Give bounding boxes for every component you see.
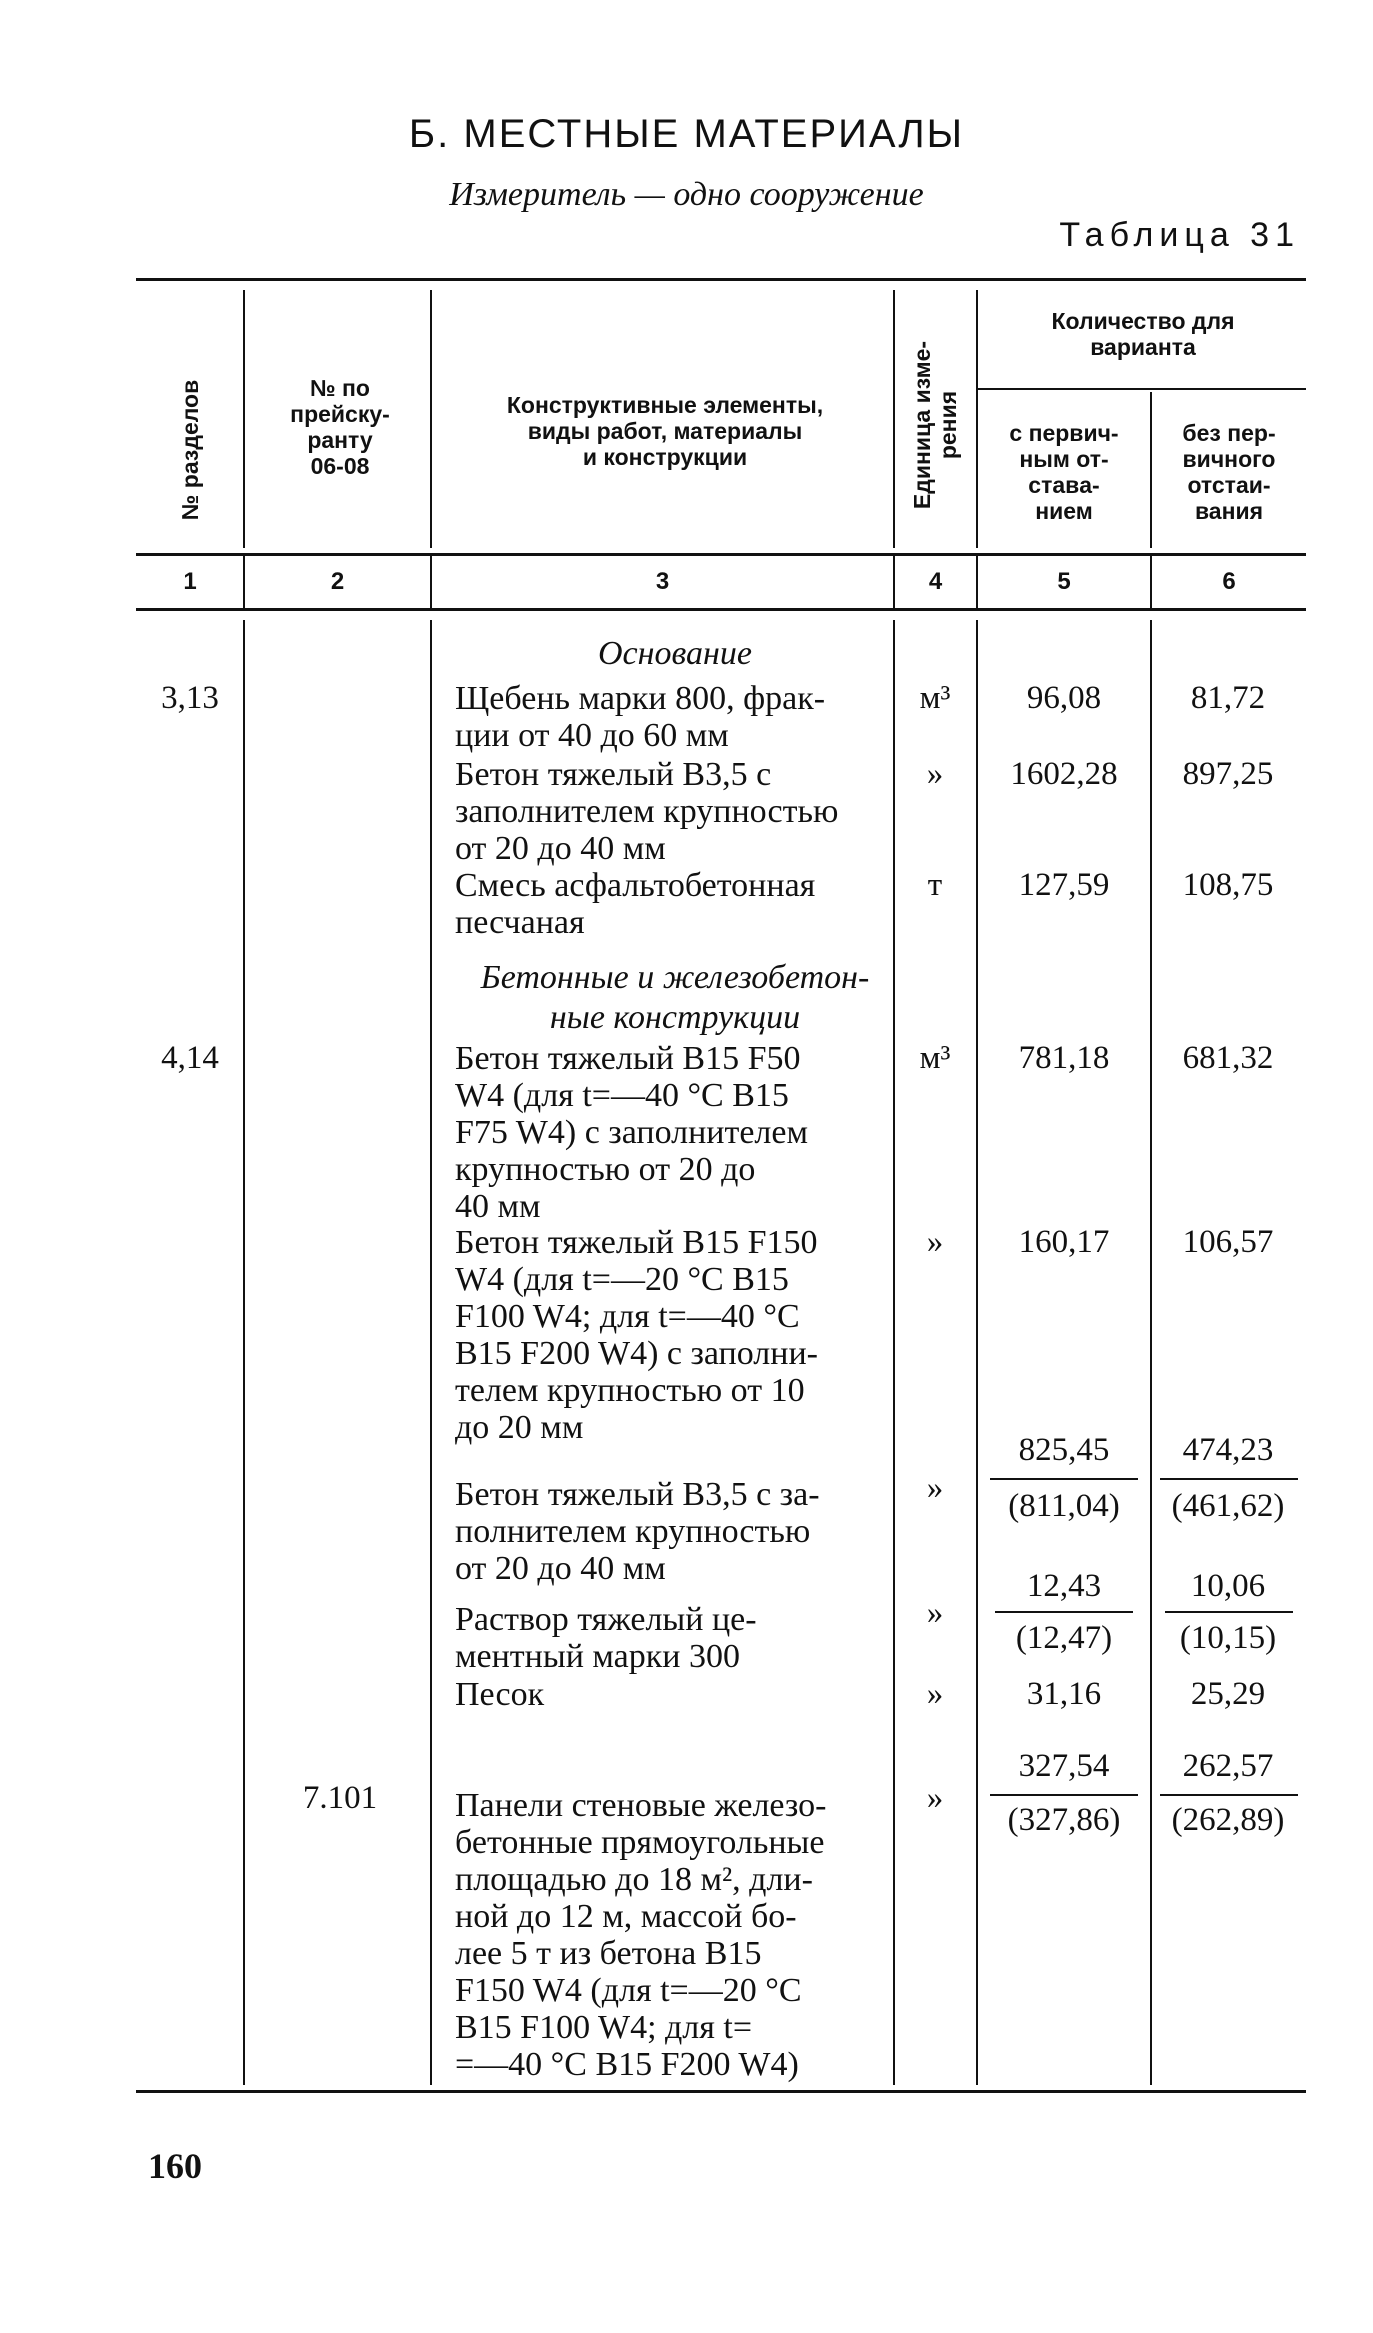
row-description: Бетон тяжелый B15 F50 W4 (для t=—40 °C B15 F75 W4) с заполнителем крупностью от 20 до 40 мм xyxy=(455,1040,808,1225)
row-description: Бетон тяжелый B3,5 с заполнителем крупностью от 20 до 40 мм xyxy=(455,756,839,867)
row-description: Бетон тяжелый B3,5 с за- полнителем крупностью от 20 до 40 мм xyxy=(455,1476,820,1587)
table-top-rule xyxy=(136,278,1306,281)
fraction-line xyxy=(995,1611,1133,1613)
row-value-without-settling-top: 474,23 xyxy=(1182,1432,1274,1468)
table-label: Таблица 31 xyxy=(1059,216,1300,254)
column-number: 2 xyxy=(330,568,345,595)
row-unit: м³ xyxy=(919,680,951,716)
table-bottom-rule xyxy=(136,2090,1306,2093)
col-divider-3-body xyxy=(893,620,895,2085)
row-value-with-settling-top: 12,43 xyxy=(1026,1568,1102,1604)
header-section-number: № разделов xyxy=(177,379,203,521)
row-value-without-settling: 108,75 xyxy=(1182,867,1274,903)
row-description: Песок xyxy=(455,1676,545,1713)
row-value-without-settling: 681,32 xyxy=(1182,1040,1274,1076)
row-description: Бетон тяжелый B15 F150 W4 (для t=—20 °C B15 F100 W4; для t=—40 °C B15 F200 W4) с заполни- телем крупностью от 10 до 20 мм xyxy=(455,1224,818,1446)
row-value-without-settling: 81,72 xyxy=(1190,680,1266,716)
fraction-line xyxy=(1160,1478,1298,1480)
section-number: 4,14 xyxy=(161,1040,219,1076)
row-unit: » xyxy=(926,756,944,792)
fraction-line xyxy=(1160,1794,1298,1796)
row-value-without-settling: 106,57 xyxy=(1182,1224,1274,1260)
header-with-settling: с первич- ным от- ставa- нием xyxy=(1009,420,1119,524)
row-unit: т xyxy=(927,867,943,903)
row-unit: » xyxy=(926,1676,944,1712)
row-unit: » xyxy=(926,1595,944,1631)
row-value-with-settling-bottom: (12,47) xyxy=(1015,1620,1113,1656)
page-title: Б. МЕСТНЫЕ МАТЕРИАЛЫ xyxy=(408,112,965,156)
row-value-with-settling: 31,16 xyxy=(1026,1676,1102,1712)
column-number: 1 xyxy=(183,568,197,595)
column-number: 6 xyxy=(1222,568,1236,595)
column-number: 5 xyxy=(1057,568,1071,595)
header-description: Конструктивные элементы, виды работ, материалы и конструкции xyxy=(506,392,824,470)
page-number: 160 xyxy=(148,2146,202,2186)
header-quantity: Количество для варианта xyxy=(1051,308,1235,360)
row-unit: м³ xyxy=(919,1040,951,1076)
pricelist-number: 7.101 xyxy=(302,1780,378,1816)
col-divider-4 xyxy=(976,290,978,548)
row-value-with-settling: 781,18 xyxy=(1018,1040,1110,1076)
col-divider-2-body xyxy=(430,620,432,2085)
header-without-settling: без пер- вичного отстаи- вания xyxy=(1182,420,1276,524)
section-heading: Бетонные и железобетон- ные конструкции xyxy=(480,959,870,1036)
fraction-line xyxy=(1165,1611,1293,1613)
row-value-without-settling-bottom: (10,15) xyxy=(1179,1620,1277,1656)
section-heading: Основание xyxy=(598,635,752,672)
header-bottom-rule xyxy=(136,553,1306,556)
row-value-without-settling: 25,29 xyxy=(1190,1676,1266,1712)
col-divider-2 xyxy=(430,290,432,548)
row-value-without-settling: 897,25 xyxy=(1182,756,1274,792)
row-value-with-settling: 160,17 xyxy=(1018,1224,1110,1260)
row-description: Раствор тяжелый це- ментный марки 300 xyxy=(455,1601,757,1675)
row-value-with-settling-bottom: (327,86) xyxy=(1007,1802,1121,1838)
row-value-without-settling-bottom: (461,62) xyxy=(1171,1488,1285,1524)
row-value-with-settling: 1602,28 xyxy=(1010,756,1118,792)
row-description: Щебень марки 800, фрак- ции от 40 до 60 мм xyxy=(455,680,826,754)
column-number: 4 xyxy=(928,568,943,595)
col-divider-1 xyxy=(243,290,245,548)
row-value-with-settling-top: 825,45 xyxy=(1018,1432,1110,1468)
column-number-rule xyxy=(136,608,1306,611)
row-value-with-settling-top: 327,54 xyxy=(1018,1748,1110,1784)
page-subtitle: Измеритель — одно сооружение xyxy=(449,176,924,213)
row-unit: » xyxy=(926,1224,944,1260)
fraction-line xyxy=(990,1478,1138,1480)
col-divider-5 xyxy=(1150,392,1152,548)
fraction-line xyxy=(990,1794,1138,1796)
row-value-without-settling-top: 10,06 xyxy=(1190,1568,1266,1604)
row-value-with-settling: 127,59 xyxy=(1018,867,1110,903)
section-number: 3,13 xyxy=(161,680,219,716)
row-value-with-settling-bottom: (811,04) xyxy=(1008,1488,1120,1524)
column-number: 3 xyxy=(655,568,670,595)
row-value-without-settling-top: 262,57 xyxy=(1182,1748,1274,1784)
col-divider-1-body xyxy=(243,620,245,2085)
col-divider-4-body xyxy=(976,620,978,2085)
header-pricelist-number: № по прейску- ранту 06-08 xyxy=(290,375,390,479)
quantity-subheader-rule xyxy=(978,388,1306,390)
row-description: Смесь асфальтобетонная песчаная xyxy=(455,867,816,941)
row-value-with-settling: 96,08 xyxy=(1026,680,1102,716)
col-divider-5-body xyxy=(1150,620,1152,2085)
col-divider-3 xyxy=(893,290,895,548)
row-unit: » xyxy=(926,1470,944,1506)
header-unit: Единица изме- рения xyxy=(909,340,961,510)
row-unit: » xyxy=(926,1780,944,1816)
row-value-without-settling-bottom: (262,89) xyxy=(1171,1802,1285,1838)
row-description: Панели стеновые железо- бетонные прямоугольные площадью до 18 м², дли- ной до 12 м, массой бо- лее 5 т из бетона B15 F150 W4 (для t=—20 °C B15 F100 W4; для t= =—40 °C B15 F200 W4) xyxy=(455,1787,827,2083)
